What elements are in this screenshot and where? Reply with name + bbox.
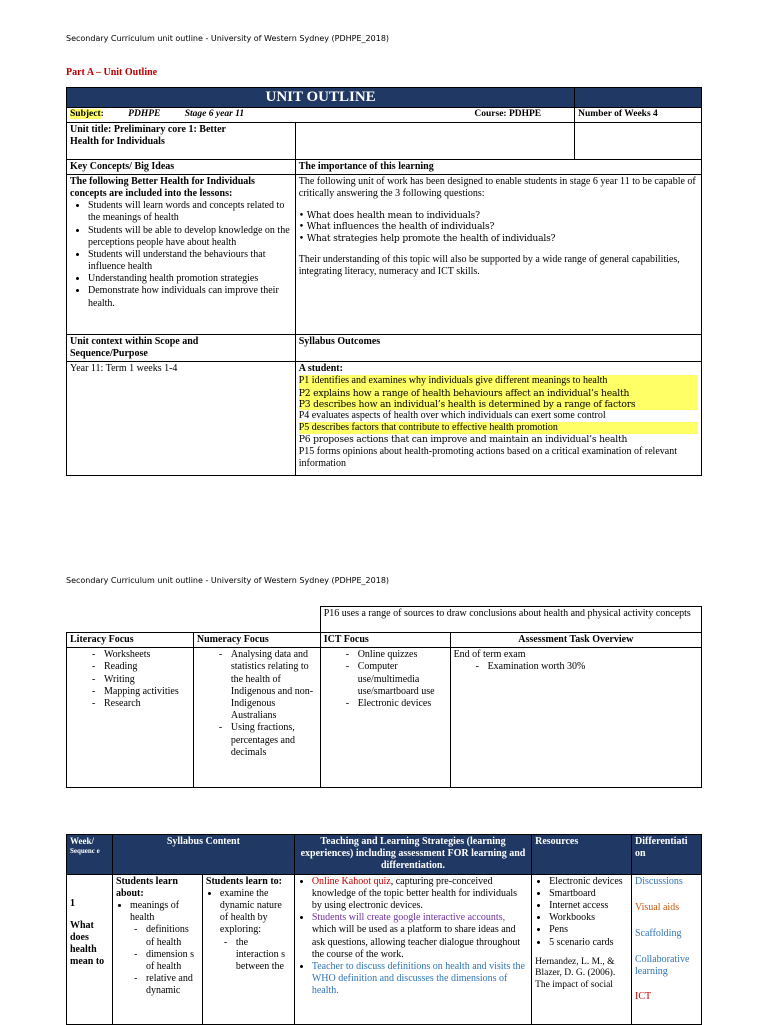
strategies-cell [294, 874, 531, 1024]
list-item: - Mapping activities [104, 686, 190, 698]
list-item: - Examination worth 30% [488, 661, 698, 673]
assessment-cell [450, 648, 701, 788]
list-item: - relative and dynamic [146, 973, 199, 997]
outcome-item: P4 evaluates aspects of health over which individuals can exert some control [298, 409, 606, 421]
list-item: - the interaction s between the [236, 937, 291, 974]
key-concepts-intro: The following Better Health for Individuals concepts are included into the lessons: [70, 175, 255, 199]
teaching-table [66, 834, 702, 1025]
week-label: What does health mean to [70, 919, 105, 968]
list-item: - Online quizzes [358, 649, 447, 661]
literacy-list [70, 649, 190, 710]
list-item: • Students will learn words and concepts related to the meanings of health [88, 200, 292, 224]
key-concepts-list [70, 200, 292, 310]
diff-item: Visual aids [634, 901, 680, 913]
course-value: Course: PDHPE [474, 109, 542, 119]
differentiation-cell [631, 874, 701, 1024]
strategy-item: • Teacher to discuss definitions on health and visits the WHO definition and discusses the dimensions of health. [312, 961, 528, 998]
numeracy-cell [193, 648, 320, 788]
list-item: - Using fractions, percentages and decimals [231, 722, 317, 759]
literacy-cell [67, 648, 194, 788]
ict-heading: ICT Focus [320, 633, 450, 648]
subject-row: Subject: PDHPE Stage 6 year 11 Course: PDHPE [67, 108, 575, 123]
strategy-item: • Online Kahoot quiz, capturing pre-conceived knowledge of the topic better health for individuals by using electronic devices. [312, 876, 528, 913]
key-concepts-heading: Key Concepts/ Big Ideas [67, 159, 296, 174]
list-item: • examine the dynamic nature of health by exploring: [220, 888, 291, 937]
numeracy-heading: Numeracy Focus [193, 633, 320, 648]
week-cell [67, 874, 113, 1024]
assessment-heading: Assessment Task Overview [450, 633, 701, 648]
subject-label: Subject [70, 109, 101, 119]
context-heading: Unit context within Scope and Sequence/Purpose [67, 334, 296, 361]
diff-item: Discussions [634, 875, 683, 887]
list-item: • Pens [549, 924, 628, 936]
key-concepts-cell [67, 174, 296, 334]
list-item: - Reading [104, 661, 190, 673]
list-item: • Workbooks [549, 912, 628, 924]
diff-item: Collaborative learning [634, 954, 690, 978]
week-number: 1 [70, 897, 75, 909]
numeracy-list [197, 649, 317, 759]
importance-intro: The following unit of work has been designed to enable students in stage 6 year 11 to be capable of critically answering the 3 following questions: [298, 175, 696, 199]
question-2: • What influences the health of individuals? [298, 221, 495, 233]
ict-list [324, 649, 447, 710]
list-item: - dimension s of health [146, 949, 199, 973]
list-item: • Smartboard [549, 888, 628, 900]
assessment-list [454, 661, 698, 673]
literacy-heading: Literacy Focus [67, 633, 194, 648]
learn-about-cell [112, 874, 202, 1024]
importance-support: Their understanding of this topic will also be supported by a wide range of general capabilities, integrating literacy, numeracy and ICT skills. [298, 253, 680, 277]
outcome-item: P1 identifies and examines why individuals give different meanings to health [299, 375, 698, 387]
list-item: • Understanding health promotion strategies [88, 273, 292, 285]
importance-cell [295, 174, 701, 334]
list-item: - Research [104, 698, 190, 710]
col-resources: Resources [532, 835, 632, 875]
focus-table [66, 606, 702, 788]
col-teaching: Teaching and Learning Strategies (learning experiences) including assessment FOR learning and differentiation. [294, 835, 531, 875]
unit-outline-table [66, 87, 702, 476]
resources-cell [532, 874, 632, 1024]
context-value: Year 11: Term 1 weeks 1-4 [67, 362, 296, 476]
outcomes-cell [295, 362, 701, 476]
learn-to-heading: Students learn to: [205, 875, 283, 887]
outcome-item: P6 proposes actions that can improve and maintain an individual’s health [298, 434, 628, 446]
outcome-item: P5 describes factors that contribute to effective health promotion [299, 422, 698, 434]
list-item: • Students will understand the behaviours that influence health [88, 249, 292, 273]
diff-item: ICT [634, 990, 652, 1002]
list-item: - Writing [104, 674, 190, 686]
outcome-item: P15 forms opinions about health-promoting actions based on a critical examination of relevant information [298, 445, 677, 469]
assessment-intro: End of term exam [453, 649, 526, 661]
learn-to-cell [202, 874, 294, 1024]
list-item: - Electronic devices [358, 698, 447, 710]
page-header: Secondary Curriculum unit outline - University of Western Sydney (PDHPE_2018) [66, 34, 390, 43]
list-item: - Analysing data and statistics relating to the health of Indigenous and non-Indigenous Australians [231, 649, 317, 722]
unit-title: Unit title: Preliminary core 1: Better Health for Individuals [67, 122, 296, 159]
question-1: • What does health mean to individuals? [298, 210, 480, 222]
learn-about-heading: Students learn about: [115, 875, 178, 899]
importance-heading: The importance of this learning [295, 159, 701, 174]
outcomes-list [299, 375, 698, 470]
list-item: • meanings of health [130, 900, 199, 924]
stage-value: Stage 6 year 11 [184, 109, 245, 119]
list-item: • Internet access [549, 900, 628, 912]
p16-outcome: P16 uses a range of sources to draw conclusions about health and physical activity concepts [320, 607, 701, 633]
question-3: • What strategies help promote the health of individuals? [298, 232, 556, 244]
list-item: - Computer use/multimedia use/smartboard use [358, 661, 447, 698]
part-a-heading: Part A – Unit Outline [66, 67, 158, 78]
diff-item: Scaffolding [634, 927, 682, 939]
list-item: - definitions of health [146, 924, 199, 948]
outcomes-heading: Syllabus Outcomes [295, 334, 701, 361]
list-item: - Worksheets [104, 649, 190, 661]
subject-value: PDHPE [128, 109, 161, 119]
col-differentiation: Differentiati on [631, 835, 701, 875]
list-item: • Electronic devices [549, 876, 628, 888]
unit-outline-title: UNIT OUTLINE [67, 88, 575, 108]
list-item: • Students will be able to develop knowledge on the perceptions people have about health [88, 225, 292, 249]
ict-cell [320, 648, 450, 788]
weeks-value: Number of Weeks 4 [575, 108, 702, 123]
outcome-item: P3 describes how an individual’s health is determined by a range of factors [299, 399, 698, 410]
list-item: • Demonstrate how individuals can improve their health. [88, 285, 292, 309]
col-week: Week/ Sequenc e [67, 835, 113, 875]
list-item: • 5 scenario cards [549, 937, 628, 949]
outcomes-intro: A student: [298, 363, 343, 375]
outcome-item: P2 explains how a range of health behaviours affect an individual’s health [299, 388, 698, 399]
reference-text: Hernandez, L. M., & Blazer, D. G. (2006). The impact of social [535, 956, 616, 990]
page-header: Secondary Curriculum unit outline - University of Western Sydney (PDHPE_2018) [66, 576, 390, 585]
col-syllabus: Syllabus Content [112, 835, 294, 875]
strategy-item: • Students will create google interactive accounts, which will be used as a platform to share ideas and ask questions, allowing teacher dialogue throughout the course of the work. [312, 912, 528, 961]
